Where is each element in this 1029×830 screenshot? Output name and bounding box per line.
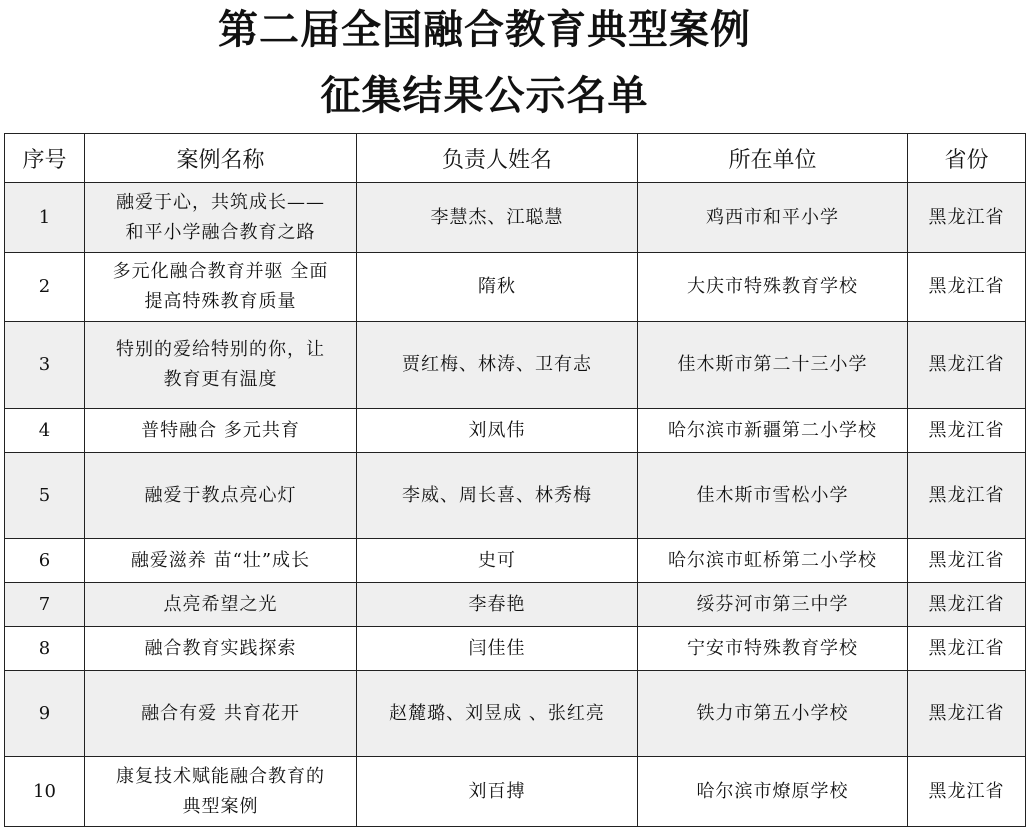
row-leader: 刘凤伟 — [357, 409, 638, 453]
row-unit: 哈尔滨市燎原学校 — [638, 757, 908, 827]
row-case-name — [85, 757, 357, 827]
row-case-name: 融爱于教点亮心灯 — [85, 453, 357, 539]
row-province: 黑龙江省 — [908, 757, 1026, 827]
row-number: 5 — [5, 453, 85, 539]
table-row — [5, 583, 1026, 627]
table-row — [5, 539, 1026, 583]
header-row — [5, 134, 1026, 183]
row-case-name: 融合有爱 共育花开 — [85, 671, 357, 757]
row-case-name — [85, 183, 357, 253]
row-province: 黑龙江省 — [908, 627, 1026, 671]
row-unit: 哈尔滨市虹桥第二小学校 — [638, 539, 908, 583]
row-unit: 佳木斯市雪松小学 — [638, 453, 908, 539]
case-name-line: 多元化融合教育并驱 全面 — [112, 261, 329, 282]
case-name-line: 康复技术赋能融合教育的 — [116, 765, 325, 787]
row-province: 黑龙江省 — [908, 453, 1026, 539]
row-leader: 赵麓璐、刘昱成 、张红亮 — [357, 671, 638, 757]
case-name-line: 教育更有温度 — [163, 369, 278, 390]
table-row — [5, 627, 1026, 671]
case-name-line: 融爱于心，共筑成长—— — [116, 191, 325, 213]
header-unit: 所在单位 — [638, 134, 908, 183]
table-row — [5, 409, 1026, 453]
row-case-name: 融爱滋养 苗“壮”成长 — [85, 539, 357, 583]
results-table — [4, 133, 1026, 827]
row-number: 9 — [5, 671, 85, 757]
table-row — [5, 253, 1026, 322]
row-unit: 鸡西市和平小学 — [638, 183, 908, 253]
row-number: 10 — [5, 757, 85, 827]
row-unit: 佳木斯市第二十三小学 — [638, 322, 908, 409]
table-row — [5, 322, 1026, 409]
row-leader: 刘百搏 — [357, 757, 638, 827]
row-leader: 贾红梅、林涛、卫有志 — [357, 322, 638, 409]
header-number: 序号 — [5, 134, 85, 183]
row-case-name: 点亮希望之光 — [85, 583, 357, 627]
row-province: 黑龙江省 — [908, 322, 1026, 409]
case-name-line: 提高特殊教育质量 — [144, 291, 297, 312]
row-leader: 李春艳 — [357, 583, 638, 627]
row-unit: 哈尔滨市新疆第二小学校 — [638, 409, 908, 453]
header-case-name: 案例名称 — [85, 134, 357, 183]
row-number: 8 — [5, 627, 85, 671]
row-province: 黑龙江省 — [908, 539, 1026, 583]
row-leader: 隋秋 — [357, 253, 638, 322]
table-row — [5, 757, 1026, 827]
row-province: 黑龙江省 — [908, 671, 1026, 757]
row-case-name — [85, 253, 357, 322]
table-row — [5, 453, 1026, 539]
row-province: 黑龙江省 — [908, 409, 1026, 453]
header-leader: 负责人姓名 — [357, 134, 638, 183]
row-unit: 大庆市特殊教育学校 — [638, 253, 908, 322]
title-line-2: 征集结果公示名单 — [320, 73, 649, 119]
case-name-line: 特别的爱给特别的你，让 — [116, 339, 325, 360]
row-province: 黑龙江省 — [908, 583, 1026, 627]
row-leader: 闫佳佳 — [357, 627, 638, 671]
row-case-name: 融合教育实践探索 — [85, 627, 357, 671]
row-unit: 宁安市特殊教育学校 — [638, 627, 908, 671]
row-unit: 绥芬河市第三中学 — [638, 583, 908, 627]
row-case-name: 普特融合 多元共育 — [85, 409, 357, 453]
case-name-line: 和平小学融合教育之路 — [125, 221, 316, 243]
row-case-name — [85, 322, 357, 409]
case-name-line: 典型案例 — [182, 795, 259, 817]
title-line-1: 第二届全国融合教育典型案例 — [218, 7, 751, 53]
table-row — [5, 183, 1026, 253]
table-row — [5, 671, 1026, 757]
row-leader: 李慧杰、江聪慧 — [357, 183, 638, 253]
row-number: 3 — [5, 322, 85, 409]
row-number: 1 — [5, 183, 85, 253]
row-number: 4 — [5, 409, 85, 453]
row-unit: 铁力市第五小学校 — [638, 671, 908, 757]
row-leader: 史可 — [357, 539, 638, 583]
row-leader: 李威、周长喜、林秀梅 — [357, 453, 638, 539]
row-number: 2 — [5, 253, 85, 322]
row-number: 7 — [5, 583, 85, 627]
row-province: 黑龙江省 — [908, 183, 1026, 253]
header-province: 省份 — [908, 134, 1026, 183]
row-province: 黑龙江省 — [908, 253, 1026, 322]
row-number: 6 — [5, 539, 85, 583]
